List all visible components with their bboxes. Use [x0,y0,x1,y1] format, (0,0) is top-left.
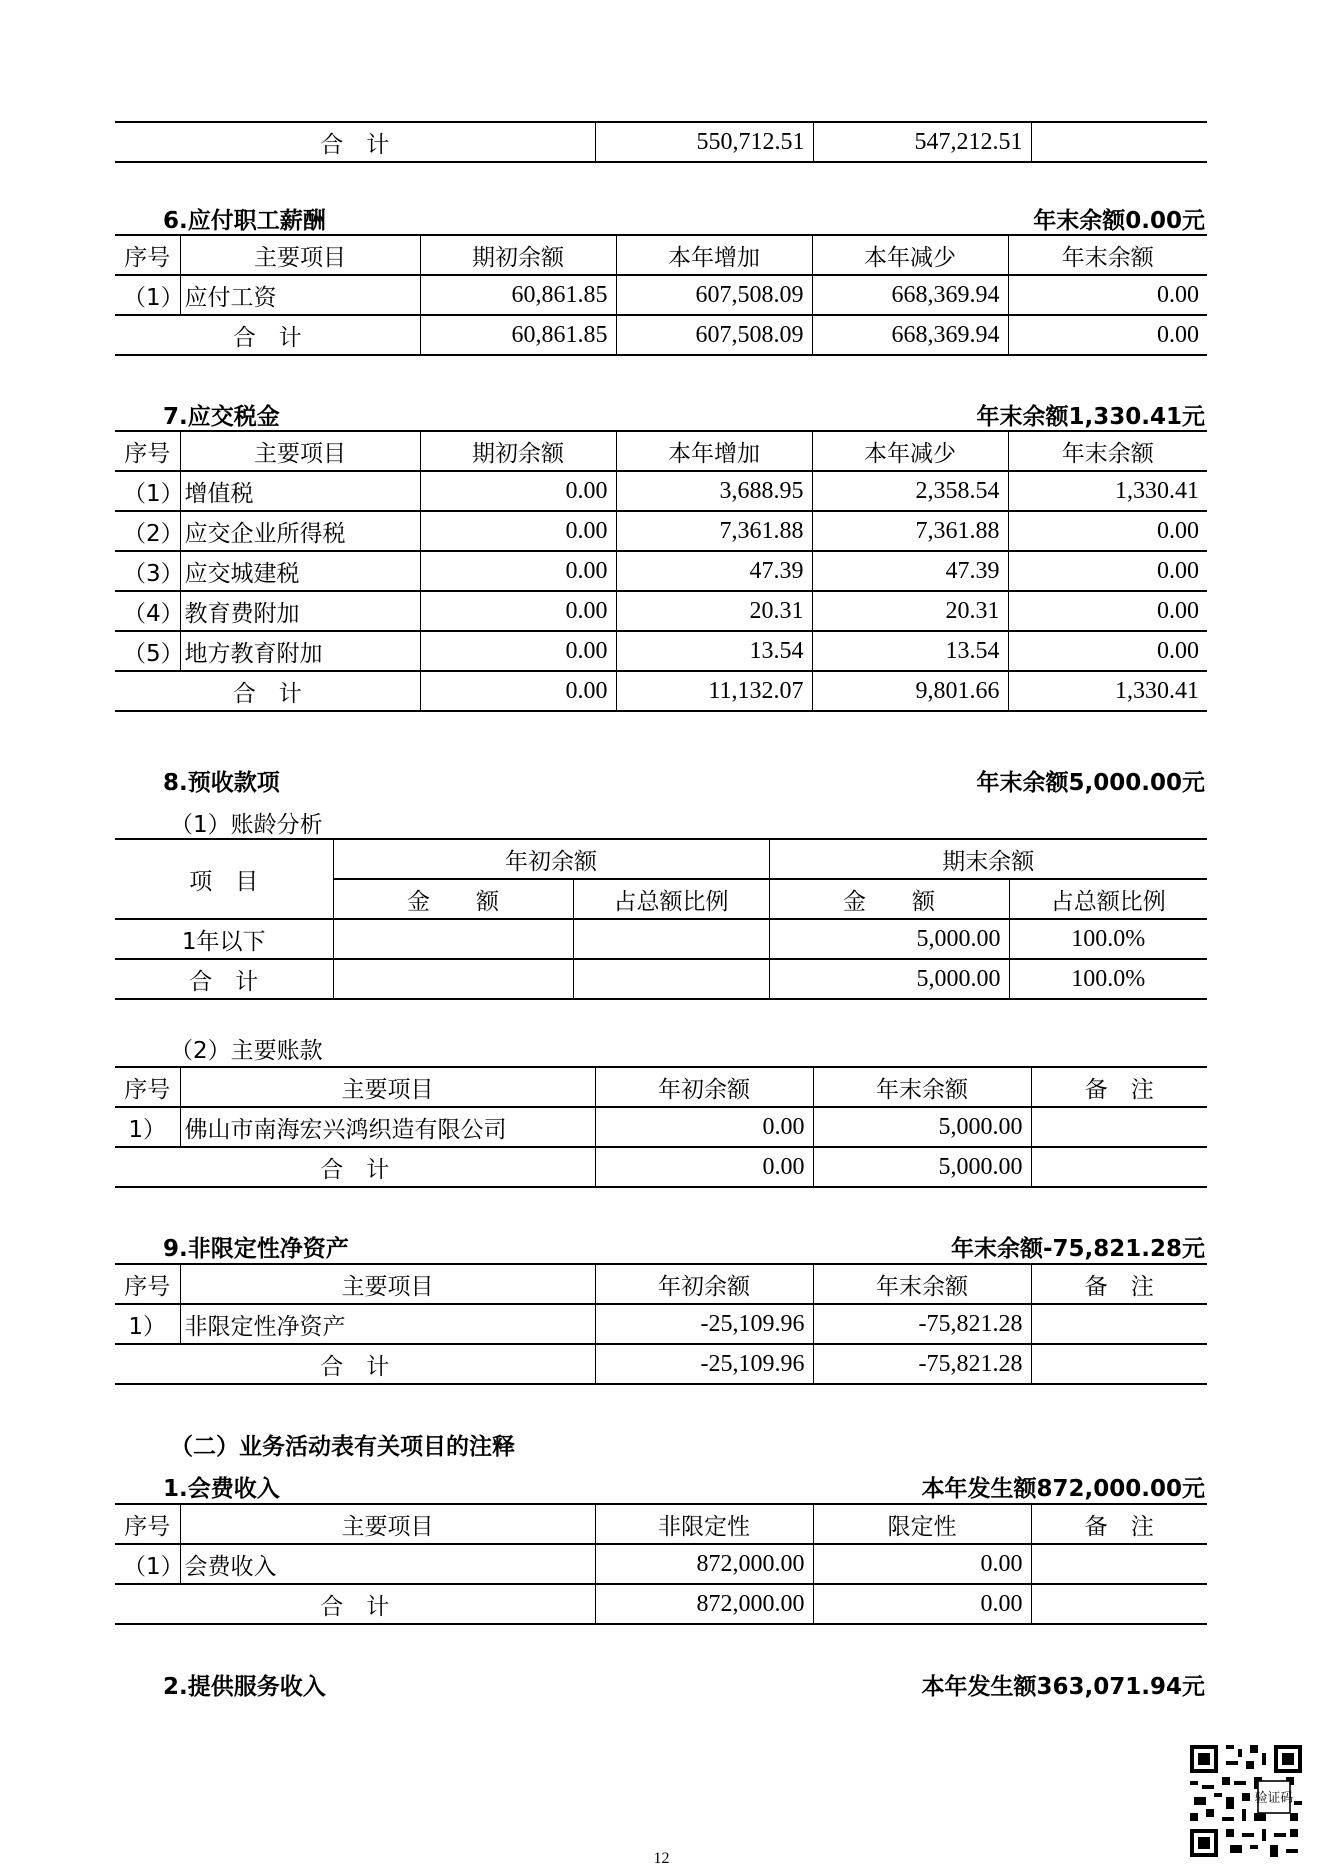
table-header-row: 金 额 占总额比例 金 额 占总额比例 [115,879,1207,919]
table-row: （1） 应付工资 60,861.85 607,508.09 668,369.94 0.00 [115,275,1207,315]
net-assets-table [115,1263,1207,1385]
table-total-row: 合 计 0.00 11,132.07 9,801.66 1,330.41 [115,671,1207,711]
table-total-row: 合 计 -25,109.96 -75,821.28 [115,1344,1207,1384]
section-title: 1.会费收入 [163,1476,280,1502]
section-title: 6.应付职工薪酬 [163,208,326,234]
main-accounts-table [115,1066,1207,1188]
section-amount: 本年发生额363,071.94元 [921,1674,1205,1700]
table-header-row: 序号 主要项目 年初余额 年末余额 备 注 [115,1067,1207,1107]
table-row: （4） 教育费附加 0.00 20.31 20.31 0.00 [115,591,1207,631]
table-row: 1） 非限定性净资产 -25,109.96 -75,821.28 [115,1304,1207,1344]
membership-fee-table [115,1503,1207,1625]
table-row: （2） 应交企业所得税 0.00 7,361.88 7,361.88 0.00 [115,511,1207,551]
top-total-table [115,121,1207,163]
table-header-row: 序号 主要项目 期初余额 本年增加 本年减少 年末余额 [115,235,1207,275]
section-title: 7.应交税金 [163,404,280,430]
section-title: 8.预收款项 [163,770,280,796]
table-header-row: 项 目 年初余额 期末余额 [115,839,1207,879]
section-balance: 年末余额0.00元 [1033,208,1205,234]
section-balance: 年末余额-75,821.28元 [950,1236,1205,1262]
section-balance: 年末余额5,000.00元 [976,770,1205,796]
page-number: 12 [653,1850,670,1867]
table-row: （1） 增值税 0.00 3,688.95 2,358.54 1,330.41 [115,471,1207,511]
section-title: 2.提供服务收入 [163,1674,326,1700]
table-total-row: 合 计 872,000.00 0.00 [115,1584,1207,1624]
table-row: （3） 应交城建税 0.00 47.39 47.39 0.00 [115,551,1207,591]
total-label: 合 计 [115,122,595,162]
table-total-row: 合 计 5,000.00 100.0% [115,959,1207,999]
table-header-row: 序号 主要项目 非限定性 限定性 备 注 [115,1504,1207,1544]
subsection-title: （2）主要账款 [170,1038,323,1064]
aging-table [115,838,1207,1000]
table-row: 1年以下 5,000.00 100.0% [115,919,1207,959]
qr-code-icon [1190,1745,1302,1857]
table-header-row: 序号 主要项目 期初余额 本年增加 本年减少 年末余额 [115,431,1207,471]
qr-label: 验证码 [1254,1791,1294,1807]
section-amount: 本年发生额872,000.00元 [921,1476,1205,1502]
table-header-row: 序号 主要项目 年初余额 年末余额 备 注 [115,1264,1207,1304]
subsection-title: （1）账龄分析 [170,812,323,838]
tax-table [115,430,1207,712]
table-row: （1） 会费收入 872,000.00 0.00 [115,1544,1207,1584]
table-row: （5） 地方教育附加 0.00 13.54 13.54 0.00 [115,631,1207,671]
section-title: 9.非限定性净资产 [163,1236,349,1262]
payroll-table [115,234,1207,356]
table-row: 1） 佛山市南海宏兴鸿织造有限公司 0.00 5,000.00 [115,1107,1207,1147]
table-total-row: 合 计 60,861.85 607,508.09 668,369.94 0.00 [115,315,1207,355]
table-total-row: 合 计 0.00 5,000.00 [115,1147,1207,1187]
part-title: （二）业务活动表有关项目的注释 [170,1434,515,1460]
table-row: 合 计 550,712.51 547,212.51 [115,122,1207,162]
section-balance: 年末余额1,330.41元 [976,404,1205,430]
